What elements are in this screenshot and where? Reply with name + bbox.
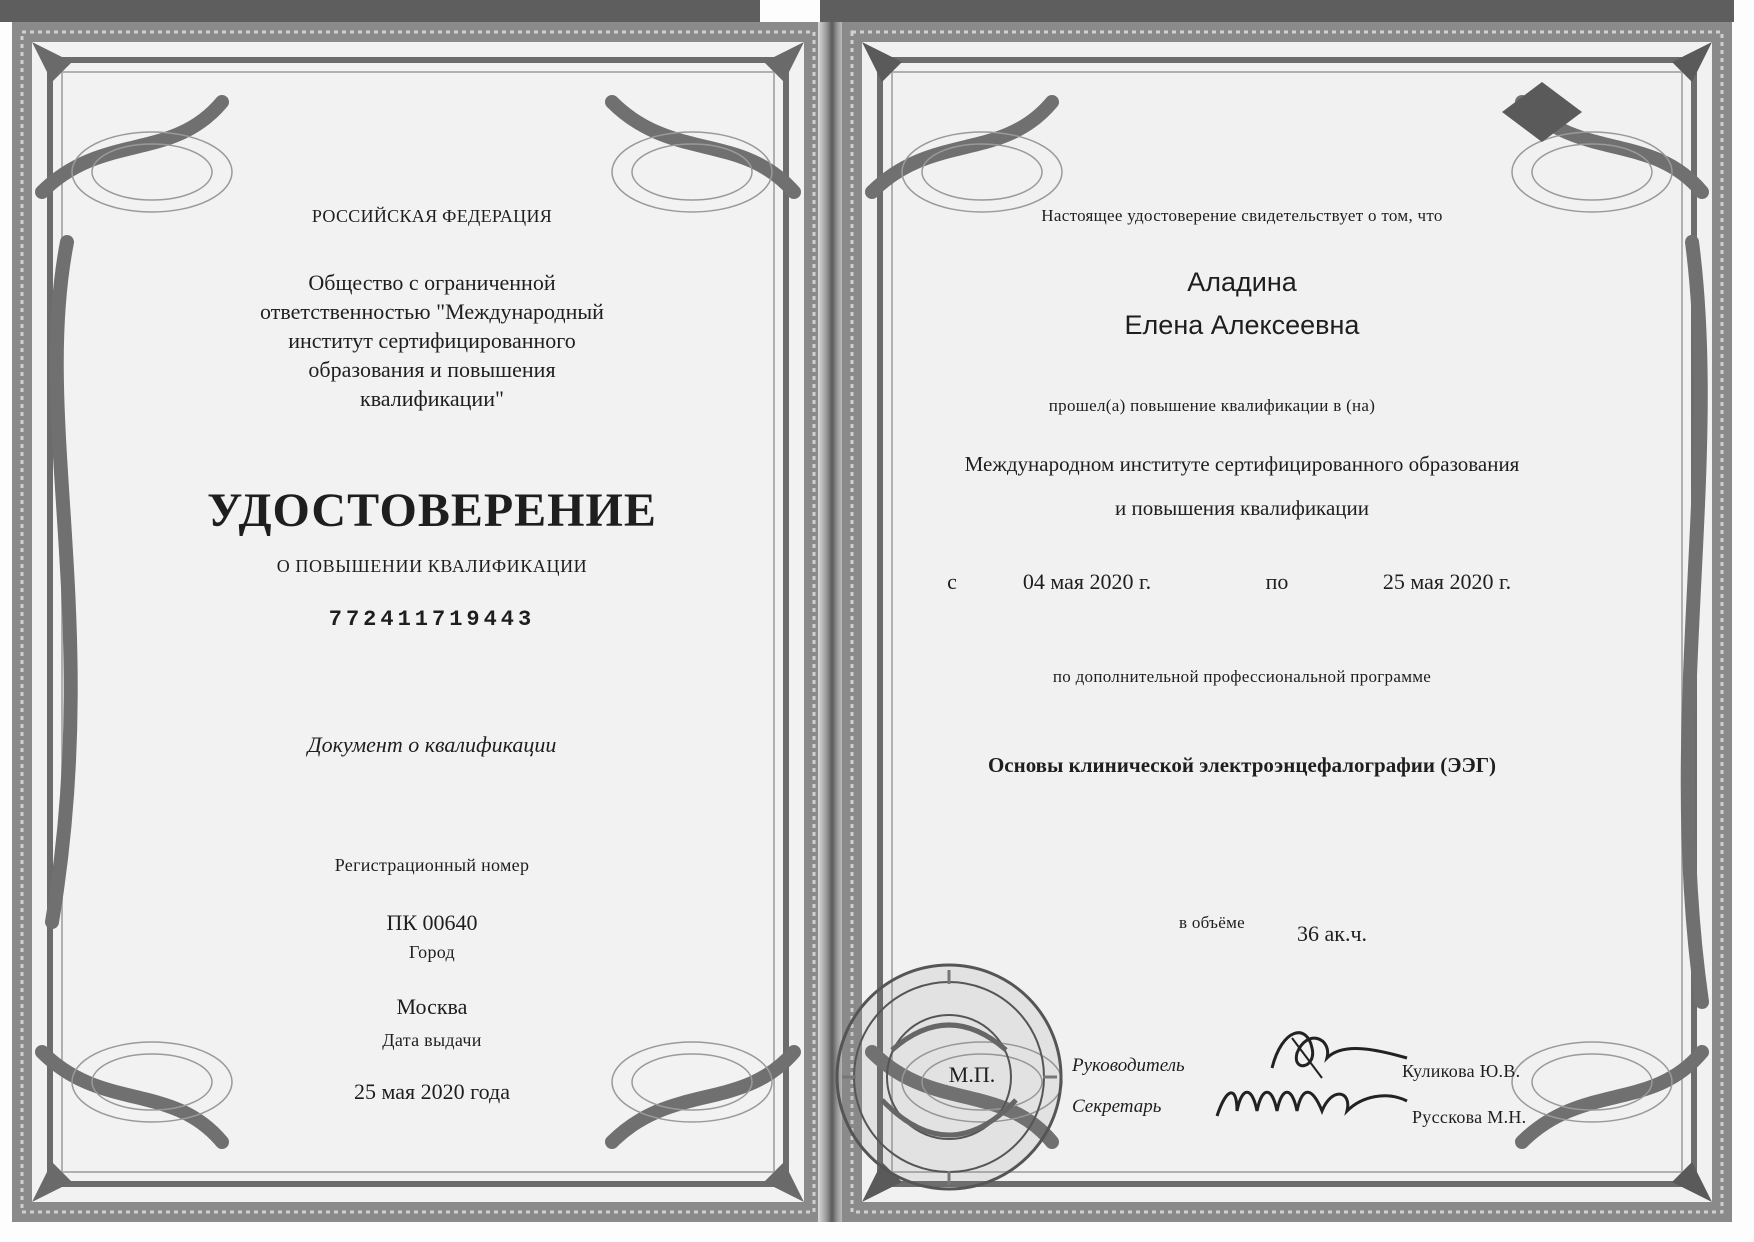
issue-date-value: 25 мая 2020 года [354, 1079, 510, 1104]
scan-top-edge-left [0, 0, 760, 22]
secretary-name: Русскова М.Н. [1412, 1107, 1527, 1127]
secretary-label: Секретарь [1072, 1096, 1162, 1117]
registration-number: ПК 00640 [386, 910, 478, 935]
director-label: Руководитель [1072, 1055, 1185, 1076]
holder-surname: Аладина [1187, 267, 1297, 297]
seal-label: М.П. [948, 1062, 996, 1087]
registration-label: Регистрационный номер [334, 855, 530, 875]
period-from-label: с [947, 569, 957, 594]
organization-line: ответственностью "Международный [260, 299, 604, 324]
city-label: Город [409, 942, 455, 962]
country-heading: РОССИЙСКАЯ ФЕДЕРАЦИЯ [311, 206, 553, 226]
period-to-label: по [1265, 569, 1289, 594]
city-value: Москва [396, 994, 468, 1019]
organization-line: квалификации" [360, 386, 504, 411]
period-from-date: 04 мая 2020 г. [1022, 569, 1152, 594]
completion-statement: прошел(а) повышение квалификации в (на) [1048, 396, 1376, 415]
document-number: 772411719443 [328, 607, 536, 632]
holder-given-names: Елена Алексеевна [1124, 310, 1360, 340]
program-title: Основы клинической электроэнцефалографии (ЭЭГ) [987, 753, 1497, 777]
institution-line: Международном институте сертифицированного образования [964, 452, 1520, 476]
organization-name [172, 268, 692, 413]
organization-line: институт сертифицированного [288, 328, 576, 353]
institution-line: и повышения квалификации [1115, 496, 1369, 520]
document-title: УДОСТОВЕРЕНИЕ [207, 484, 657, 537]
institution-name [902, 442, 1582, 530]
volume-value: 36 ак.ч. [1296, 921, 1368, 946]
organization-line: образования и повышения [308, 357, 556, 382]
issue-date-label: Дата выдачи [382, 1030, 482, 1050]
scan-top-edge-right [820, 0, 1734, 22]
volume-label: в объёме [1178, 913, 1246, 932]
secretary-signature [1212, 1076, 1412, 1126]
document-type: Документ о квалификации [307, 732, 557, 757]
certificate-intro: Настоящее удостоверение свидетельствует о том, что [1041, 206, 1443, 225]
document-subtitle: О ПОВЫШЕНИИ КВАЛИФИКАЦИИ [276, 556, 588, 576]
director-name: Куликова Ю.В. [1402, 1061, 1521, 1081]
period-to-date: 25 мая 2020 г. [1382, 569, 1512, 594]
organization-line: Общество с ограниченной [308, 270, 556, 295]
program-label: по дополнительной профессиональной программе [1052, 667, 1432, 686]
